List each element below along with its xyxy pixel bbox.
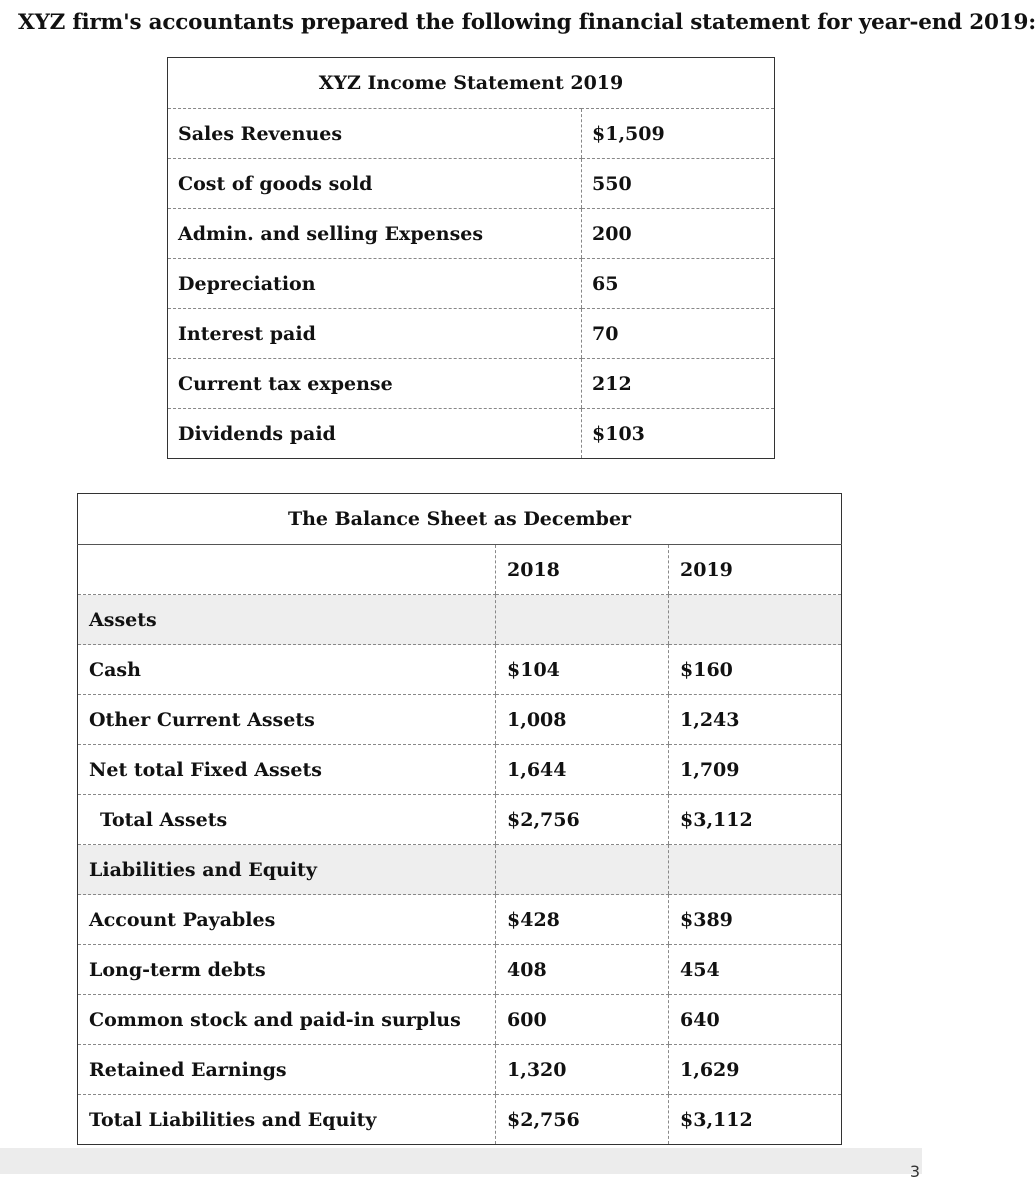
page-bottom-bar: [0, 1148, 922, 1174]
balance-row-2018: 1,320: [496, 1045, 669, 1095]
balance-row-2018: $428: [496, 895, 669, 945]
balance-row-label: Retained Earnings: [78, 1045, 496, 1095]
balance-row-2018: 408: [496, 945, 669, 995]
balance-row-label: Common stock and paid-in surplus: [78, 995, 496, 1045]
income-row: [168, 359, 775, 409]
income-row: [168, 409, 775, 459]
balance-row: [78, 895, 842, 945]
income-row: [168, 209, 775, 259]
balance-row-2019: 454: [669, 945, 842, 995]
balance-row-label: Total Assets: [78, 795, 496, 845]
balance-row: [78, 945, 842, 995]
income-row-label: Current tax expense: [168, 359, 582, 409]
balance-row-2019: $160: [669, 645, 842, 695]
balance-row-2018: 600: [496, 995, 669, 1045]
balance-row: [78, 995, 842, 1045]
balance-row-label: Net total Fixed Assets: [78, 745, 496, 795]
income-row-value: $103: [582, 409, 775, 459]
balance-row-2019: [669, 845, 842, 895]
income-row-label: Admin. and selling Expenses: [168, 209, 582, 259]
balance-row-label: Other Current Assets: [78, 695, 496, 745]
balance-row-2018: 1,644: [496, 745, 669, 795]
balance-row: [78, 1095, 842, 1145]
income-statement-table: [167, 57, 775, 459]
balance-sheet-table: [77, 493, 842, 1145]
balance-row: [78, 695, 842, 745]
balance-row-2019: 1,243: [669, 695, 842, 745]
income-row-label: Depreciation: [168, 259, 582, 309]
balance-row-label: Liabilities and Equity: [78, 845, 496, 895]
balance-row-2018: $2,756: [496, 795, 669, 845]
balance-row-2018: $104: [496, 645, 669, 695]
balance-section-row: [78, 845, 842, 895]
balance-header-row: [78, 545, 842, 595]
income-row-label: Dividends paid: [178, 422, 336, 445]
balance-row-2019: $389: [669, 895, 842, 945]
income-row-value: 65: [582, 259, 775, 309]
income-row-label: Interest paid: [168, 309, 582, 359]
balance-row-label: Account Payables: [78, 895, 496, 945]
balance-row: [78, 1045, 842, 1095]
income-row-value: 550: [582, 159, 775, 209]
income-row-label: Sales Revenues: [168, 109, 582, 159]
income-row-value: 70: [582, 309, 775, 359]
income-statement-title: XYZ Income Statement 2019: [168, 58, 775, 109]
balance-row-2019: [669, 595, 842, 645]
income-row: [168, 109, 775, 159]
balance-header-2019: 2019: [669, 545, 842, 595]
income-row: [168, 259, 775, 309]
balance-row-label: Total Liabilities and Equity: [89, 1108, 377, 1131]
balance-row: [78, 745, 842, 795]
balance-row-2018: [496, 845, 669, 895]
balance-row-label: Cash: [78, 645, 496, 695]
income-row-label: Cost of goods sold: [168, 159, 582, 209]
income-row-value: $1,509: [582, 109, 775, 159]
income-row: [168, 309, 775, 359]
balance-row-2019: $3,112: [669, 1095, 842, 1145]
balance-row-label: Assets: [78, 595, 496, 645]
balance-row-2018: [496, 595, 669, 645]
balance-header-blank: [78, 545, 496, 595]
balance-row-2018: 1,008: [496, 695, 669, 745]
balance-row-2018: $2,756: [496, 1095, 669, 1145]
balance-sheet-title: The Balance Sheet as December: [78, 494, 842, 545]
page-heading: XYZ firm's accountants prepared the following financial statement for year-end 2019:: [18, 10, 1036, 35]
balance-section-row: [78, 595, 842, 645]
balance-row-label: Long-term debts: [78, 945, 496, 995]
balance-row-2019: 1,629: [669, 1045, 842, 1095]
balance-row: [78, 795, 842, 845]
balance-header-2018: 2018: [496, 545, 669, 595]
income-row: [168, 159, 775, 209]
page-number: 3: [909, 1162, 920, 1181]
balance-row-2019: 1,709: [669, 745, 842, 795]
balance-row-2019: $3,112: [669, 795, 842, 845]
income-row-value: 200: [582, 209, 775, 259]
balance-row-2019: 640: [669, 995, 842, 1045]
balance-row: [78, 645, 842, 695]
income-row-value: 212: [582, 359, 775, 409]
